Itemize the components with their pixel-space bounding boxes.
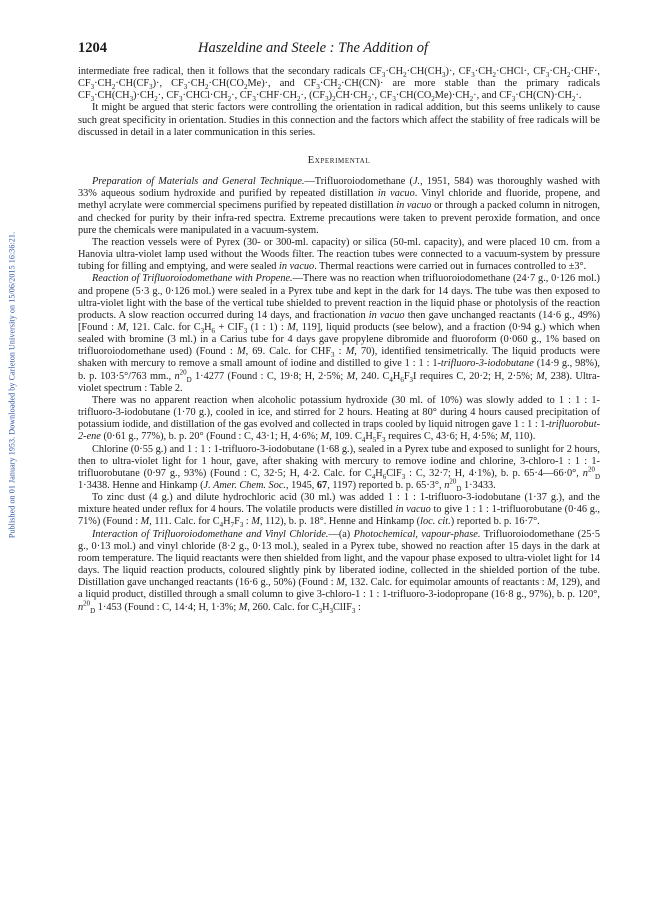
text-fragment: ·, (CF bbox=[300, 90, 326, 102]
text-fragment: n bbox=[78, 601, 84, 613]
text-fragment: 3 bbox=[392, 95, 396, 104]
text-fragment: 67 bbox=[316, 480, 328, 491]
text-fragment: Reaction of Trifluoroiodomethane with Propene. bbox=[92, 273, 293, 285]
text-fragment: ·CH bbox=[385, 66, 404, 77]
text-fragment: H bbox=[375, 467, 383, 479]
text-fragment: There was no apparent reaction when alcoholic potassium hydroxide (30 ml. of 10%) was slowly added to 1 : 1 : 1-trifluoro-3-iodobutane (1·70 g.), cooled in ice, and stirred for 2 hours. Heating at 80° during 4 hours caused precipitation of potassium iodide, and distillation of the gas evolved and collected in traps cooled by liquid nitrogen gave 1 : 1 : 1- bbox=[78, 394, 600, 431]
text-fragment: ·, CF bbox=[231, 90, 253, 102]
paragraph-p7 bbox=[78, 444, 600, 493]
text-fragment: , 260. Calc. for C bbox=[247, 601, 319, 613]
text-fragment: H bbox=[365, 431, 373, 443]
text-fragment: Photochemical, vapour-phase. bbox=[353, 528, 481, 540]
text-fragment: 20 bbox=[179, 368, 187, 377]
text-fragment: , 111. Calc. for C bbox=[149, 516, 220, 528]
text-fragment: in vacuo bbox=[368, 309, 405, 321]
text-fragment: ·CH(CO bbox=[395, 90, 432, 102]
text-fragment: 3 bbox=[129, 95, 134, 104]
text-fragment: 2 bbox=[297, 95, 301, 104]
text-fragment: 6 bbox=[211, 327, 216, 336]
text-fragment: ·CH(CF bbox=[115, 78, 150, 90]
text-fragment: then gave unchanged reactants (14·6 g., 49%) [Found : bbox=[78, 309, 600, 333]
text-fragment: D bbox=[186, 375, 192, 384]
text-fragment: loc. cit. bbox=[420, 516, 451, 528]
text-fragment: , 112), b. p. 18°. Henne and Hinkamp ( bbox=[259, 516, 421, 528]
article-body bbox=[78, 66, 600, 614]
text-fragment: , 132. Calc. for equimolar amounts of reactants : bbox=[344, 577, 548, 589]
text-fragment: 3 bbox=[149, 83, 153, 92]
text-fragment: 3 bbox=[331, 351, 335, 360]
running-title: Haszeldine and Steele : The Addition of bbox=[198, 40, 429, 56]
paragraph-p5 bbox=[78, 273, 600, 395]
paragraph-p3 bbox=[78, 176, 600, 237]
text-fragment: + CIF bbox=[215, 321, 244, 333]
text-fragment: To zinc dust (4 g.) and dilute hydrochloric acid (30 ml.) was added 1 : 1 : 1-trifluoro-3-iodobutane (1·37 g.), and the mixture heated under reflux for 4 hours. The volatile products were distilled bbox=[78, 492, 600, 516]
text-fragment: 3 bbox=[381, 71, 386, 80]
text-fragment: 3 bbox=[382, 436, 386, 445]
text-fragment: M bbox=[287, 321, 296, 333]
text-fragment: M bbox=[251, 516, 260, 528]
text-fragment: 3 bbox=[511, 95, 516, 104]
text-fragment: , 69. Calc. for CHF bbox=[245, 346, 332, 358]
text-fragment: Experimental bbox=[307, 154, 371, 166]
text-fragment: 2 bbox=[111, 83, 116, 92]
text-fragment: Interaction of Trifluoroiodomethane and Vinyl Chloride. bbox=[92, 528, 329, 540]
text-fragment: 2 bbox=[492, 71, 497, 80]
text-fragment: . Thermal reactions were carried out in furnaces controlled to ±3°. bbox=[314, 261, 587, 273]
text-fragment: M bbox=[336, 577, 345, 589]
text-fragment: 1·3438. Henne and Hinkamp ( bbox=[78, 480, 204, 491]
text-fragment: , 70), identified tensimetrically. The liquid products were shaken with mercury to remove a small amount of iodine and distilled to give 1 : 1 : 1- bbox=[78, 346, 600, 370]
text-fragment: to give 1 : 1 : 1-trifluorobutane (0·46 g., 71%) (Found : bbox=[78, 504, 601, 528]
text-fragment: 3 bbox=[409, 375, 414, 384]
text-fragment: 2 bbox=[154, 95, 158, 104]
text-fragment: ·CH bbox=[187, 78, 205, 90]
text-fragment: 4 bbox=[371, 472, 376, 481]
text-fragment: J. bbox=[412, 176, 421, 188]
text-fragment: intermediate free radical, then it follows that the secondary radicals CF bbox=[78, 66, 382, 77]
text-fragment: 6 bbox=[382, 472, 387, 481]
text-fragment: ·. bbox=[575, 90, 582, 102]
text-fragment: ·CHF·CH bbox=[255, 90, 298, 102]
text-fragment: in vacuo bbox=[279, 261, 315, 273]
text-fragment: 2 bbox=[367, 95, 372, 104]
section-heading bbox=[78, 155, 600, 167]
text-fragment: 3 bbox=[401, 472, 406, 481]
text-fragment: M bbox=[236, 346, 246, 358]
text-fragment: ·CHF·, CF bbox=[78, 66, 601, 90]
text-fragment: 20 bbox=[587, 465, 595, 474]
text-fragment: Chlorine (0·55 g.) and 1 : 1 : 1-trifluoro-3-iodobutane (1·68 g.), sealed in a Pyrex tube and exposed to sunlight for 2 hours, then to ultra-violet light for 1 hour, gave, after shaking with mercury to remove iodine and chlorine, 3-chloro-1 : 1 : 1-trifluorobutane (0·97 g., 93%) (Found : C, 32·5; H, 4·2. Calc. for C bbox=[78, 443, 600, 479]
text-fragment: —(a) bbox=[328, 528, 354, 540]
text-fragment: 3 bbox=[243, 327, 248, 336]
text-fragment: , 121. Calc. for C bbox=[126, 321, 201, 333]
text-fragment: F bbox=[403, 370, 410, 382]
text-fragment: ClIF bbox=[333, 601, 352, 613]
text-fragment: 2 bbox=[571, 95, 576, 104]
text-fragment: in vacuo bbox=[395, 504, 431, 516]
text-fragment: M bbox=[547, 577, 556, 589]
text-fragment: Preparation of Materials and General Technique. bbox=[92, 176, 305, 188]
text-fragment: 3 bbox=[351, 606, 356, 615]
text-fragment: trifluorobut-2-ene bbox=[78, 419, 600, 443]
text-fragment: 3 bbox=[239, 521, 244, 530]
text-fragment: 1·4277 (Found : C, 19·8; H, 2·5%; bbox=[191, 370, 347, 382]
text-fragment: 2 bbox=[332, 95, 336, 104]
text-fragment: M bbox=[345, 346, 355, 358]
text-fragment: 3 bbox=[316, 83, 320, 92]
text-fragment: 3 bbox=[90, 95, 95, 104]
text-fragment: 4 bbox=[219, 521, 224, 530]
text-fragment: It might be argued that steric factors were controlling the orientation in radical addition, but this seems unlikely to cause such great specificity in orientation. Studies in this connection and the factors which affect the stability of free radicals will be discussed in detail in a later communication in this series. bbox=[78, 102, 600, 138]
download-notice-text[interactable]: Published on 01 January 1953. Downloaded by Carleton University on 15/06/2015 16:36:21. bbox=[7, 231, 17, 539]
text-fragment: (14·9 g., 98%), b. p. 103·5°/763 mm., bbox=[78, 358, 600, 382]
text-fragment: 3 bbox=[329, 606, 334, 615]
text-fragment: Me)·CH bbox=[434, 90, 470, 102]
text-fragment: M bbox=[500, 431, 510, 443]
text-fragment: )·CH bbox=[133, 90, 155, 102]
text-fragment: , 1197) reported b. p. 65·3°, bbox=[327, 480, 445, 491]
text-fragment: , 119], liquid products (see below), and a fraction (0·94 g.) which when sealed with bromine (3 ml.) in a Carius tube for 4 days gave propylene dibromide and fluoroform (0·060 g., 1% based on trifluoroiodomethane used) (Found : bbox=[78, 321, 601, 358]
text-fragment: 20 bbox=[83, 599, 91, 608]
text-fragment: 3 bbox=[90, 83, 95, 92]
text-fragment: 6 bbox=[400, 375, 404, 384]
text-fragment: 2 bbox=[205, 83, 209, 92]
text-fragment: in vacuo bbox=[396, 200, 432, 212]
text-fragment: ·CH bbox=[549, 66, 568, 77]
text-fragment: ·, CF bbox=[371, 90, 393, 102]
text-fragment: H bbox=[204, 321, 212, 333]
text-fragment: H bbox=[322, 601, 330, 613]
text-fragment: )·, CF bbox=[445, 66, 472, 77]
text-fragment: M bbox=[238, 601, 248, 613]
paragraph-p4 bbox=[78, 237, 600, 273]
text-fragment: , 129), and a liquid product, distilled through a small column to give 3-chloro-1 : 1 : 1-trifluoro-3-iodopropane (16·8 g., 97%), b. p. 120°, bbox=[78, 577, 600, 601]
paragraph-p9 bbox=[78, 529, 600, 614]
text-fragment: in vacuo bbox=[377, 188, 415, 200]
text-fragment: D bbox=[594, 472, 600, 481]
text-fragment: 2 bbox=[227, 95, 232, 104]
text-fragment: 2 bbox=[243, 83, 248, 92]
text-fragment: , 240. C bbox=[355, 370, 390, 382]
paragraph-p1 bbox=[78, 66, 600, 102]
text-fragment: (0·61 g., 77%), b. p. 20° (Found : C, 43·1; H, 4·6%; bbox=[100, 431, 321, 443]
paragraph-p6 bbox=[78, 395, 600, 444]
text-fragment: I requires C, 20·2; H, 2·5%; bbox=[413, 370, 537, 382]
page-number: 1204 bbox=[78, 40, 107, 56]
paragraph-p2 bbox=[78, 102, 600, 138]
text-fragment: M bbox=[320, 431, 330, 443]
text-fragment: Me)·, and CF bbox=[247, 78, 317, 90]
text-fragment: ) bbox=[328, 90, 333, 102]
text-fragment: 2 bbox=[469, 95, 474, 104]
text-fragment: ·, CF bbox=[157, 90, 179, 102]
paragraph-p8 bbox=[78, 492, 600, 528]
text-fragment: Trifluoroiodomethane (25·5 g., 0·13 mol.) and vinyl chloride (8·2 g., 0·13 mol.), sealed in a Pyrex tube, showed no reaction after 15 days in the dark at room temperature. The liquid reactants were then shielded from light, and the vapour phase exposed to ultra-violet light for 14 days. The liquid reaction products, coloured slightly pink by liberated iodine, collected in the shielded portion of the tube. Distillation gave unchanged reactants (16·6 g., 50%) (Found : bbox=[78, 528, 600, 589]
text-fragment: H bbox=[223, 516, 231, 528]
text-fragment: , 1951, 584) was thoroughly washed with 33% aqueous sodium hydroxide and purified by repeated distillation bbox=[78, 176, 601, 200]
text-fragment: 7 bbox=[230, 521, 235, 530]
text-fragment: M bbox=[536, 370, 545, 382]
text-fragment: ·CH bbox=[474, 66, 493, 77]
text-fragment: 2 bbox=[567, 71, 571, 80]
text-fragment: requires C, 43·6; H, 4·5%; bbox=[385, 431, 501, 443]
text-fragment: The reaction vessels were of Pyrex (30- or 300-ml. capacity) or silica (50-ml. capacity), and were placed 10 cm. from a Hanovia ultra-violet lamp used without the Woods filter. The reaction tubes were connected to a vacuum-system by pressure tubing for filling and emptying, and were sealed bbox=[78, 236, 600, 273]
text-fragment: ·CHCl·CH bbox=[182, 90, 228, 102]
text-fragment: F bbox=[234, 516, 240, 528]
text-fragment: 20 bbox=[449, 477, 457, 486]
text-fragment: 4 bbox=[361, 436, 366, 445]
text-fragment: (1 : 1) : bbox=[247, 321, 288, 333]
text-fragment: 2 bbox=[431, 95, 435, 104]
text-fragment: ·, and CF bbox=[473, 90, 512, 102]
text-fragment: CH·CH bbox=[335, 90, 368, 102]
text-fragment: M bbox=[117, 321, 127, 333]
text-fragment: ·CH(CH bbox=[94, 90, 130, 102]
text-fragment: 3 bbox=[442, 71, 446, 80]
text-fragment: 2 bbox=[337, 83, 342, 92]
text-fragment: : bbox=[243, 516, 252, 528]
text-fragment: 3 bbox=[183, 83, 188, 92]
text-fragment: 3 bbox=[471, 71, 475, 80]
text-fragment: ·CH bbox=[94, 78, 112, 90]
text-fragment: n bbox=[444, 480, 450, 491]
running-header bbox=[78, 40, 598, 60]
text-fragment: : C, 32·7; H, 4·1%), b. p. 65·4—66·0°, bbox=[405, 467, 583, 479]
text-fragment: , 238). Ultra-violet spectrum : Table 2. bbox=[78, 370, 600, 394]
text-fragment: 5 bbox=[372, 436, 377, 445]
download-notice-sidebar bbox=[2, 150, 22, 620]
text-fragment: 3 bbox=[325, 95, 329, 104]
text-fragment: , 109. C bbox=[329, 431, 362, 443]
text-fragment: n bbox=[582, 467, 588, 479]
text-fragment: 3 bbox=[252, 95, 256, 104]
text-fragment: : bbox=[355, 601, 361, 613]
text-fragment: . Vinyl chloride and fluoride, propene, and methyl acrylate were commercial specimens purified by repeated distillation bbox=[78, 188, 600, 212]
text-fragment: 3 bbox=[200, 327, 205, 336]
text-fragment: M bbox=[346, 370, 356, 382]
text-fragment: ·CH(CO bbox=[208, 78, 244, 90]
text-fragment: 3 bbox=[545, 71, 550, 80]
text-fragment: ·CH bbox=[319, 78, 338, 90]
text-fragment: 3 bbox=[178, 95, 183, 104]
text-fragment: or through a packed column in nitrogen, and checked for purity by their infra-red spectra. Extreme precautions were taken to prevent peroxide formation, and once pure the chemicals were manipulated in a vacuum-system. bbox=[78, 200, 601, 236]
text-fragment: —There was no reaction when trifluoroiodomethane (24·7 g., 0·126 mol.) and propene (5·3 g., 0·126 mol.) were sealed in a Pyrex tube and kept in the dark for 14 days. The tube was then exposed to ultra-violet light with the base of the vertical tube shielded to prevent reaction in the liquid phase or photolysis of the reaction products. A slow reaction occurred during 14 days, and fractionation bbox=[78, 273, 600, 321]
text-fragment: 3 bbox=[318, 606, 323, 615]
text-fragment: n bbox=[174, 370, 180, 382]
text-fragment: D bbox=[90, 606, 96, 615]
text-fragment: : bbox=[334, 346, 346, 358]
text-fragment: M bbox=[140, 516, 150, 528]
text-fragment: trifluoro-3-iodobutane bbox=[440, 358, 534, 370]
text-fragment: ) reported b. p. 16·7°. bbox=[450, 516, 540, 528]
text-fragment: ClF bbox=[386, 467, 402, 479]
text-fragment: 1·453 (Found : C, 14·4; H, 1·3%; bbox=[95, 601, 239, 613]
text-fragment: J. Amer. Chem. Soc. bbox=[203, 480, 287, 491]
text-fragment: D bbox=[456, 485, 462, 494]
text-fragment: ·CH(CN)·CH bbox=[515, 90, 572, 102]
text-fragment: 4 bbox=[389, 375, 393, 384]
text-fragment: ·CHCl·, CF bbox=[496, 66, 546, 77]
text-fragment: , 1945, bbox=[286, 480, 317, 491]
text-fragment: F bbox=[376, 431, 383, 443]
text-fragment: , 110). bbox=[509, 431, 536, 443]
text-fragment: 1·3433. bbox=[461, 480, 496, 491]
text-fragment: H bbox=[392, 370, 401, 382]
text-fragment: 2 bbox=[403, 71, 407, 80]
text-fragment: —Trifluoroiodomethane ( bbox=[304, 176, 413, 188]
text-fragment: )·, CF bbox=[152, 78, 184, 90]
text-fragment: ·CH(CN)· are more stable than the primary radicals CF bbox=[78, 78, 600, 102]
text-fragment: ·CH(CH bbox=[406, 66, 443, 77]
